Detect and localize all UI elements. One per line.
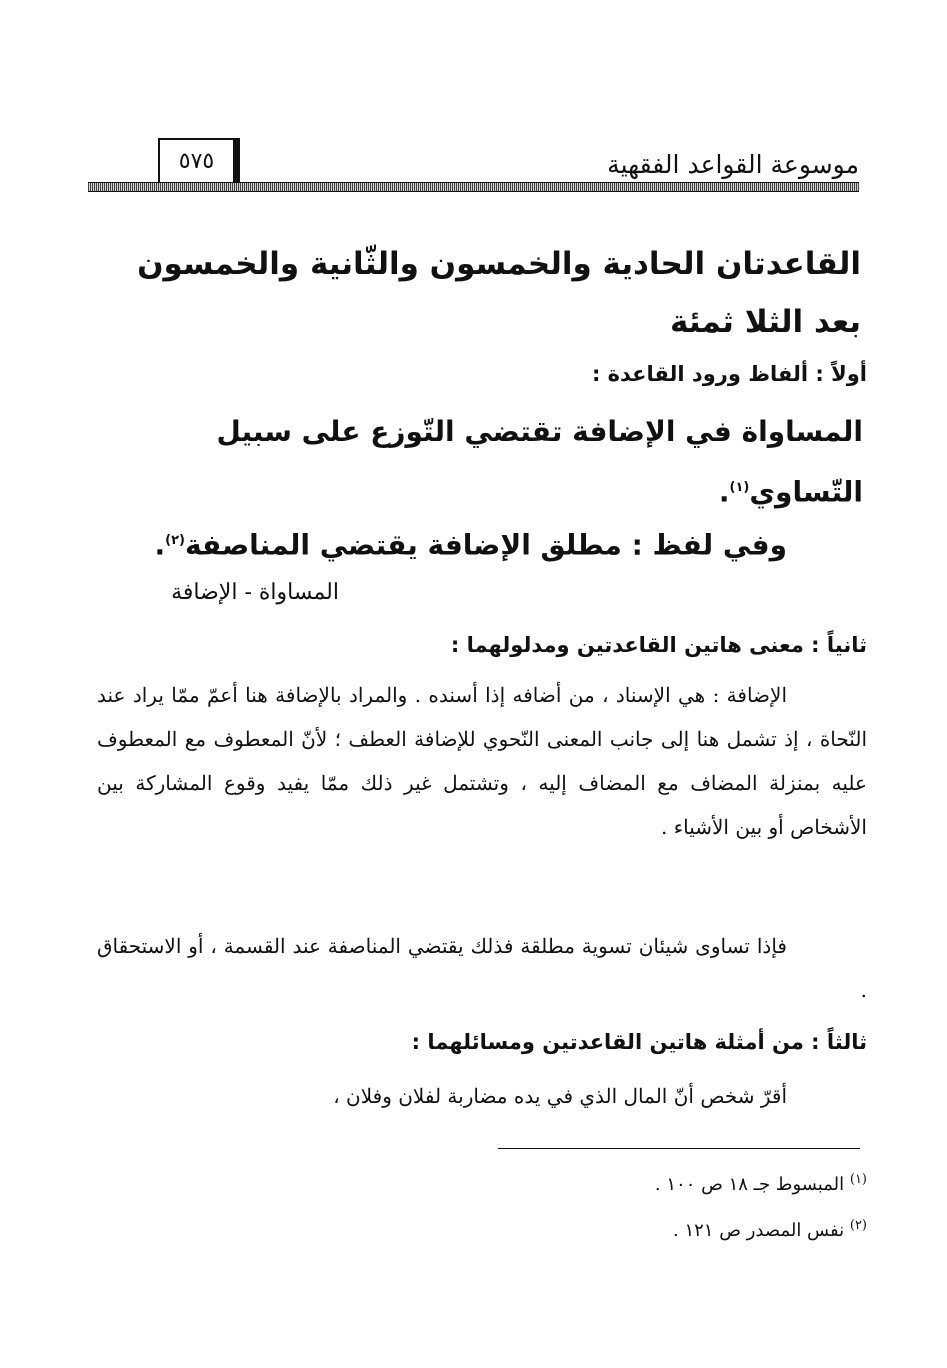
rule-wording-2-text: وفي لفظ : مطلق الإضافة يقتضي المناصفة [184, 528, 787, 562]
rule-wording-1 [103, 404, 863, 520]
rule-wording-1-end: . [718, 475, 730, 509]
footnote-separator [498, 1148, 860, 1149]
rule-wording-2-end: . [154, 528, 166, 562]
footnote-1-mark: (١) [849, 1172, 867, 1187]
rule-wording-2 [27, 513, 787, 573]
rule-wording-1-text: المساواة في الإضافة تقتضي التّوزع على سبيل التّساوي [216, 415, 863, 509]
footnote-2 [673, 1218, 867, 1241]
footnote-ref-1[interactable]: (١) [729, 480, 750, 495]
keywords: المساواة - الإضافة [171, 580, 339, 605]
section-heading-3: ثالثاً : من أمثلة هاتين القاعدتين ومسائلهما : [411, 1030, 867, 1054]
rule-title: القاعدتان الحادية والخمسون والثّانية والخمسون بعد الثلا ثمئة [137, 246, 861, 340]
footnote-ref-2[interactable]: (٢) [165, 533, 185, 548]
footnote-2-mark: (٢) [849, 1218, 867, 1233]
paragraph-2: فإذا تساوى شيئان تسوية مطلقة فذلك يقتضي المناصفة عند القسمة ، أو الاستحقاق . [97, 934, 867, 1002]
footnote-2-text: نفس المصدر ص ١٢١ . [673, 1220, 845, 1241]
running-header-title: موسوعة القواعد الفقهية [607, 150, 859, 179]
section-heading-1: أولاً : ألفاظ ورود القاعدة : [591, 362, 867, 386]
footnote-1-text: المبسوط جـ ١٨ ص ١٠٠ . [654, 1174, 845, 1195]
footnote-1 [655, 1172, 867, 1195]
page-number: ٥٧٥ [158, 138, 240, 188]
header-rule [88, 182, 859, 192]
paragraph-3: أقرّ شخص أنّ المال الذي في يده مضاربة لفلان وفلان ، [333, 1084, 787, 1108]
paragraph-1: الإضافة : هي الإسناد ، من أضافه إذا أسنده . والمراد بالإضافة هنا أعمّ ممّا يراد عند النّحاة ، إذ تشمل هنا إلى جانب المعنى النّحوي للإضافة العطف ؛ لأنّ المعطوف مع المعطوف عليه بمنزلة المضاف مع المضاف إليه ، وتشتمل غير ذلك ممّا يفيد وقوع المشاركة بين الأشخاص أو بين الأشياء . [97, 683, 867, 839]
section-heading-2: ثانياً : معنى هاتين القاعدتين ومدلولهما : [450, 633, 867, 657]
